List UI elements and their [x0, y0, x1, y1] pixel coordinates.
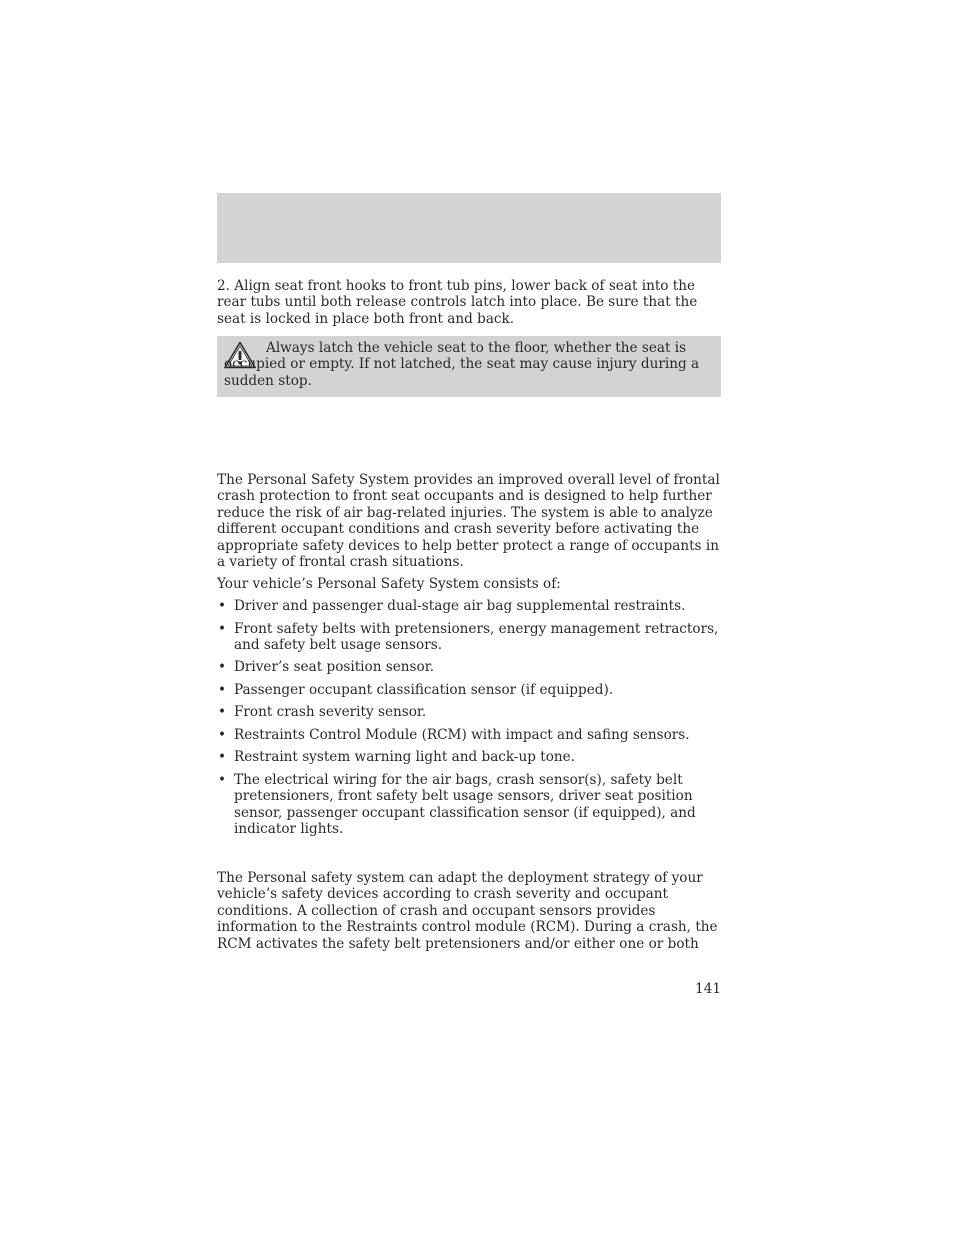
how-it-works-paragraph: The Personal safety system can adapt the deployment strategy of your vehicle’s safety devices according to crash severity and occupant conditions. A collection of crash and occupant sensors provides information to the Restraints control module (RCM). During a crash, the RCM activates the safety belt pretensioners and/or either one or both — [217, 870, 718, 952]
bullet-icon: • — [218, 598, 227, 614]
bullet-icon: • — [218, 620, 227, 637]
components-list — [217, 598, 721, 844]
consists-of-paragraph: Your vehicle’s Personal Safety System consists of: — [217, 576, 561, 592]
list-item: • Restraint system warning light and back-up tone. — [218, 749, 576, 766]
list-item: • Front safety belts with pretensioners, energy management retractors, and safety belt usage sensors. — [218, 620, 719, 653]
list-item: • The electrical wiring for the air bags, crash sensor(s), safety belt pretensioners, front safety belt usage sensors, driver seat position sensor, passenger occupant classification sensor (if equipped), and indicator lights. — [218, 771, 696, 838]
list-item: • Driver and passenger dual-stage air bag supplemental restraints. — [218, 598, 686, 614]
list-item: • Front crash severity sensor. — [218, 704, 427, 721]
list-item: • Driver’s seat position sensor. — [218, 659, 435, 676]
step-2-paragraph: 2. Align seat front hooks to front tub pins, lower back of seat into the rear tubs until both release controls latch into place. Be sure that the seat is locked in place both front and back. — [217, 278, 698, 327]
warning-box — [217, 336, 721, 397]
bullet-icon: • — [218, 771, 227, 788]
bullet-icon: • — [218, 659, 227, 676]
bullet-icon: • — [218, 704, 227, 721]
bullet-icon: • — [218, 681, 227, 698]
list-item: • Restraints Control Module (RCM) with impact and safing sensors. — [218, 726, 690, 743]
bullet-icon: • — [218, 749, 227, 766]
bullet-icon: • — [218, 726, 227, 743]
warning-text: Always latch the vehicle seat to the floor, whether the seat is occupied or empty. If not latched, the seat may cause injury during a sudden stop. — [224, 340, 700, 389]
section-header-band — [217, 193, 721, 263]
page-number: 141 — [695, 981, 721, 997]
list-item: • Passenger occupant classification sensor (if equipped). — [218, 681, 614, 698]
pss-intro-paragraph: The Personal Safety System provides an improved overall level of frontal crash protection to front seat occupants and is designed to help further reduce the risk of air bag-related injuries. The system is able to analyze different occupant conditions and crash severity before activating the appropriate safety devices to help better protect a range of occupants in a variety of frontal crash situations. — [217, 472, 720, 571]
